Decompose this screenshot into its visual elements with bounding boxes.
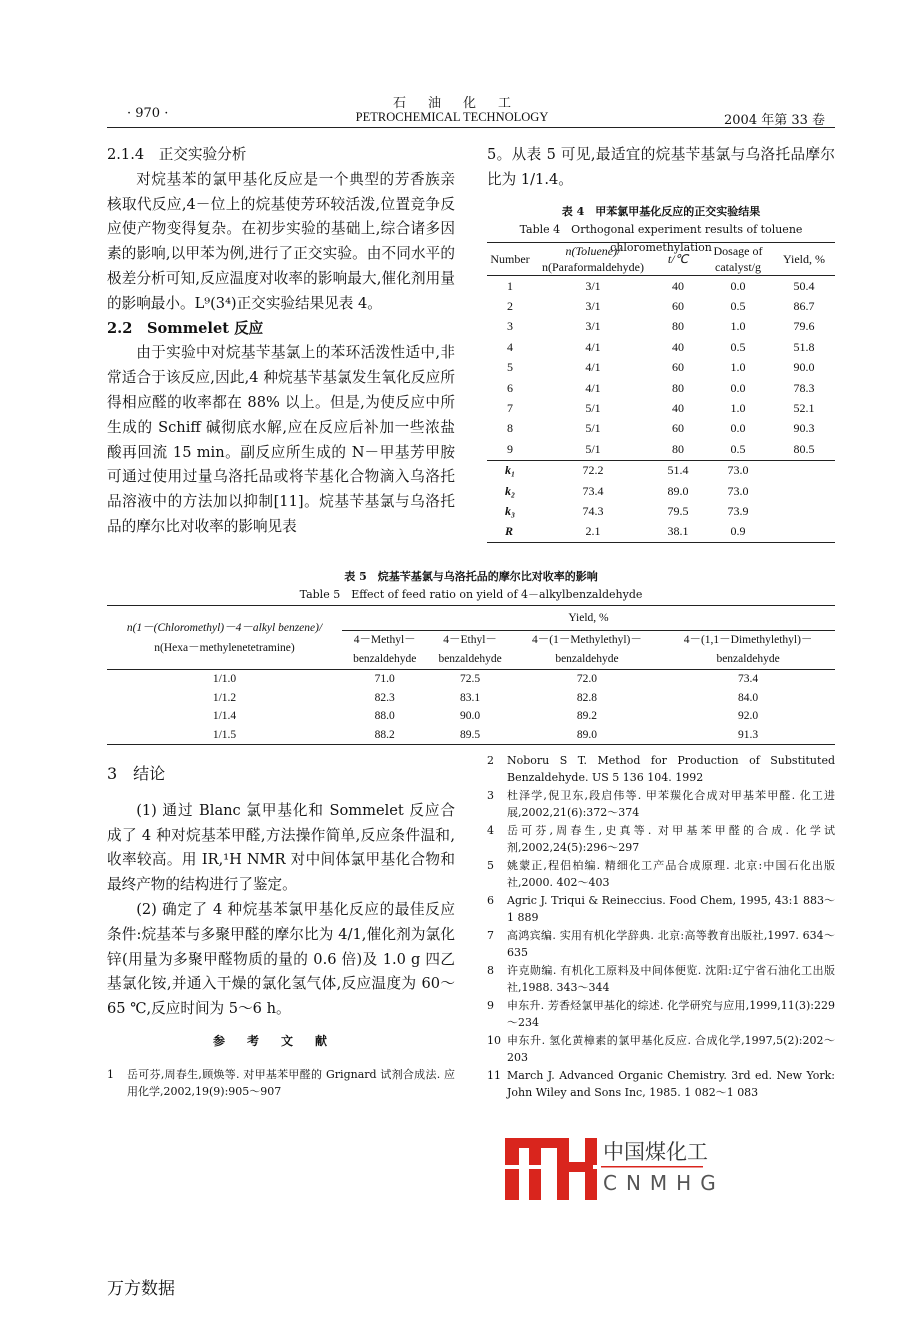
reference-number: 2 [487, 754, 494, 767]
table4-cell: 2 [507, 299, 513, 314]
table4-header-yield: Yield, % [783, 252, 825, 266]
table4-header-number: Number [490, 252, 530, 266]
table4-cell: 9 [507, 441, 513, 456]
table5-col-header [427, 631, 512, 670]
table4-stat-cell: 72.2 [533, 460, 653, 481]
table5-cell: 89.2 [576, 710, 597, 723]
table4-cell: 0.0 [730, 421, 746, 436]
table4-cell: 50.4 [793, 278, 815, 293]
table4-cell: 0.0 [730, 380, 746, 395]
table5-cell: 1/1.5 [212, 728, 237, 741]
references-right [487, 752, 835, 1102]
table5-body [107, 670, 835, 745]
table4-cell: 1.0 [730, 360, 746, 375]
reference-number: 9 [487, 999, 494, 1012]
table5-col-line2: benzaldehyde [716, 653, 780, 665]
table4-caption-cn: 表 4 甲苯氯甲基化反应的正交实验结果 [561, 205, 761, 218]
table4-stat-row [487, 501, 835, 521]
section-heading-2-1-4: 2.1.4 正交实验分析 [107, 146, 247, 163]
table4-cell: 40 [672, 278, 684, 293]
table4-cell: 4/1 [585, 360, 601, 375]
table4-cell: 1.0 [730, 319, 746, 334]
table5-cell: 71.0 [374, 673, 395, 686]
table4-body [487, 276, 835, 461]
reference-number: 11 [487, 1069, 501, 1082]
table5-row [107, 726, 835, 745]
table4-cell: 1.0 [730, 401, 746, 416]
watermark-wanfang: 万方数据 [107, 1279, 175, 1299]
table4-cell: 1 [507, 278, 513, 293]
right-column-top [487, 143, 835, 193]
table5-col-header [513, 631, 661, 670]
reference-number: 4 [487, 824, 494, 837]
reference-text: 姚蒙正,程侣柏编. 精细化工产品合成原理. 北京:中国石化出版社,2000. 402～403 [507, 859, 835, 889]
table5-col-header [661, 631, 835, 670]
table4 [487, 242, 835, 543]
table5-cell: 73.4 [738, 673, 759, 686]
table5-col-line2: benzaldehyde [555, 653, 619, 665]
volume-info: 2004 年第 33 卷 [724, 113, 826, 128]
table4-stat-cell: 73.0 [703, 460, 773, 481]
table4-cell: 90.0 [793, 360, 815, 375]
table4-caption-en: Table 4 Orthogonal experiment results of toluene chloromethylation [519, 223, 803, 254]
left-column-top [107, 143, 455, 540]
table4-cell: 5/1 [585, 401, 601, 416]
table5-row-header-line1: n(1－(Chloromethyl)－4－alkyl benzene)/ [126, 621, 323, 634]
table4-cell: 78.3 [793, 380, 815, 395]
reference-item [487, 787, 835, 821]
table5-row-header [107, 606, 342, 670]
reference-text: 申东升. 芳香烃氯甲基化的综述. 化学研究与应用,1999,11(3):229～234 [507, 999, 835, 1029]
conclusion-1: (1) 通过 Blanc 氯甲基化和 Sommelet 反应合成了 4 种对烷基苯甲醛,方法操作简单,反应条件温和,收率较高。用 IR,¹H NMR 对中间体氯甲基化合物和最终产物的结构进行了鉴定。 [107, 801, 455, 894]
reference-number: 1 [107, 1068, 114, 1081]
table4-header-ratio-line1: n(Toluene)/ [565, 244, 621, 258]
table4-cell: 80.5 [793, 441, 815, 456]
table4-cell: 60 [672, 360, 684, 375]
table5-caption [107, 568, 835, 604]
reference-text: March J. Advanced Organic Chemistry. 3rd ed. New York: John Wiley and Sons Inc, 1985. 1 082～1 083 [507, 1069, 835, 1099]
reference-item [487, 962, 835, 996]
table4-row [487, 439, 835, 460]
table4-stat-empty [773, 481, 835, 501]
paragraph-sommelet: 由于实验中对烷基苄基氯上的苯环活泼性适中,非常适合于该反应,因此,4 种烷基苄基氯发生氧化反应所得相应醛的收率都在 88% 以上。但是,为使反应中所生成的 Schiff 碱彻底水解,应在反应后补加一些浓盐酸再回流 15 min。副反应所生成的 N－甲基芳甲胺可通过使用过量乌洛托品或将苄基化合物滴入乌洛托品溶液中的方法加以抑制[11]。烷基苄基氯与乌洛托品的摩尔比对收率的影响见表 [107, 344, 455, 535]
reference-item [487, 892, 835, 926]
reference-text: 岳可芬,周春生,史真等. 对甲基苯甲醛的合成. 化学试剂,2002,24(5):296～297 [507, 824, 835, 854]
table4-cell: 80 [672, 380, 684, 395]
reference-item [487, 822, 835, 856]
reference-text: 许克勋编. 有机化工原料及中间体便览. 沈阳:辽宁省石油化工出版社,1988. 343～344 [507, 964, 835, 994]
table4-cell: 3/1 [585, 299, 601, 314]
logo-text-cn: 中国煤化工 [603, 1140, 708, 1164]
table5-row [107, 707, 835, 726]
reference-number: 6 [487, 894, 494, 907]
section-heading-2-2: 2.2 Sommelet 反应 [107, 319, 264, 337]
table4-stat-cell: 89.0 [667, 483, 689, 498]
table5-cell: 89.5 [460, 728, 481, 741]
table4-cell: 6 [507, 380, 513, 395]
table4-stat-empty [773, 522, 835, 543]
table4-stat-cell: 73.0 [727, 483, 749, 498]
table4-cell: 3/1 [585, 278, 601, 293]
table4-header-ratio [533, 243, 653, 276]
table5-cell: 83.1 [460, 691, 481, 704]
table4-cell: 52.1 [793, 401, 815, 416]
table4-cell: 3/1 [585, 319, 601, 334]
table4-header-ratio-line2: n(Paraformaldehyde) [542, 260, 644, 274]
table4-header-catalyst-line1: Dosage of [713, 244, 763, 258]
table4-header-temp: t/℃ [667, 252, 689, 266]
table4-stat-row [487, 460, 835, 481]
table4-cell: 51.8 [793, 339, 815, 354]
reference-item [107, 1066, 455, 1100]
table4-cell: 0.5 [730, 299, 746, 314]
table5-col-line1: 4－Methyl－ [353, 634, 416, 646]
paragraph-continuation: 5。从表 5 可见,最适宜的烷基苄基氯与乌洛托品摩尔比为 1/1.4。 [487, 146, 835, 188]
table4-stat-cell: 73.4 [582, 483, 604, 498]
conclusion-2: (2) 确定了 4 种烷基苯氯甲基化反应的最佳反应条件:烷基苯与多聚甲醛的摩尔比为 4/1,催化剂为氯化锌(用量为多聚甲醛物质的量的 0.6 倍)及 1.0 g 四乙基氯化铵,并通入干燥的氯化氢气体,反应温度为 60～65 ℃,反应时间为 5～6 h。 [107, 900, 455, 1018]
table5-row [107, 689, 835, 708]
table4-cell: 4/1 [585, 380, 601, 395]
table4-cell: 4 [507, 339, 513, 354]
table4-cell: 5/1 [585, 441, 601, 456]
reference-number: 8 [487, 964, 494, 977]
reference-item [487, 997, 835, 1031]
table4-row [487, 398, 835, 418]
reference-number: 5 [487, 859, 494, 872]
reference-text: 杜泽学,倪卫东,段启伟等. 甲苯羰化合成对甲基苯甲醛. 化工进展,2002,21(6):372～374 [507, 789, 835, 819]
table5-cell: 90.0 [460, 710, 481, 723]
table4-cell: 7 [507, 401, 513, 416]
reference-text: Noboru S T. Method for Production of Substituted Benzaldehyde. US 5 136 104. 1992 [507, 754, 835, 784]
table5-cell: 88.0 [374, 710, 395, 723]
references-left [107, 1066, 455, 1101]
table5-caption-cn: 表 5 烷基苄基氯与乌洛托品的摩尔比对收率的影响 [344, 570, 598, 583]
table4-cell: 5/1 [585, 421, 601, 436]
reference-number: 10 [487, 1034, 501, 1047]
table5-cell: 82.8 [576, 691, 597, 704]
table5-col-line1: 4－(1,1－Dimethylethyl)－ [683, 634, 813, 646]
table5-row [107, 670, 835, 689]
table4-cell: 40 [672, 339, 684, 354]
table5-cell: 91.3 [738, 728, 759, 741]
cnmhg-logo [505, 1138, 725, 1200]
table4-stat-cell: k₁ [487, 460, 533, 481]
table4-cell: 60 [672, 299, 684, 314]
table4-header-catalyst [703, 243, 773, 276]
table4-row [487, 296, 835, 316]
table5-cell: 1/1.4 [212, 710, 237, 723]
table4-cell: 3 [507, 319, 513, 334]
paragraph-orthogonal: 对烷基苯的氯甲基化反应是一个典型的芳香族亲核取代反应,4－位上的烷基使芳环较活泼,位置竞争反应使产物变得复杂。在初步实验的基础上,综合诸多因素的影响,以甲苯为例,进行了正交实验。由不同水平的极差分析可知,反应温度对收率的影响最大,催化剂用量的影响最小。L⁹(3⁴)正交实验结果见表 4。 [107, 170, 455, 312]
table4-cell: 80 [672, 441, 684, 456]
table4-cell: 5 [507, 360, 513, 375]
table5-caption-en: Table 5 Effect of feed ratio on yield of 4－alkylbenzaldehyde [299, 588, 643, 601]
table4-stat-cell: k₂ [505, 483, 516, 498]
table4-stat-cell: 38.1 [667, 524, 689, 539]
table4-cell: 60 [672, 421, 684, 436]
table4-cell: 80 [672, 319, 684, 334]
reference-text: Agric J. Triqui & Reineccius. Food Chem, 1995, 43:1 883～1 889 [507, 894, 835, 924]
table4-stat-empty [773, 501, 835, 521]
table4-cell: 40 [672, 401, 684, 416]
table5 [107, 605, 835, 745]
table4-stat-empty [773, 460, 835, 481]
table5-row-header-line2: n(Hexa－methylenetetramine) [154, 641, 295, 654]
table4-stat-cell: 2.1 [585, 524, 601, 539]
journal-title-cn: 石油化工 [392, 96, 533, 111]
page-number: · 970 · [127, 106, 169, 121]
reference-number: 7 [487, 929, 494, 942]
reference-item [487, 1032, 835, 1066]
reference-item [487, 752, 835, 786]
table4-cell: 4/1 [585, 339, 601, 354]
table5-yield-header: Yield, % [342, 606, 835, 631]
section-heading-3: 3 结论 [107, 764, 166, 783]
table4-stat-cell: 79.5 [667, 503, 689, 518]
table5-col-header [342, 631, 427, 670]
table4-stat-cell: 51.4 [653, 460, 703, 481]
table5-cell: 89.0 [576, 728, 597, 741]
table5-cell: 72.0 [576, 673, 597, 686]
table5-cell: 88.2 [374, 728, 395, 741]
table4-stat-cell: 0.9 [730, 524, 746, 539]
table4-stat-row [487, 481, 835, 501]
left-column-bottom [107, 762, 455, 1022]
table4-cell: 79.6 [793, 319, 815, 334]
table5-col-line1: 4－Ethyl－ [443, 634, 497, 646]
table4-cell: 90.3 [793, 421, 815, 436]
table5-cell: 1/1.0 [212, 673, 237, 686]
table5-cell: 82.3 [374, 691, 395, 704]
references-title: 参考文献 [212, 1034, 349, 1048]
reference-text: 申东升. 氢化黄樟素的氯甲基化反应. 合成化学,1997,5(2):202～203 [507, 1034, 835, 1064]
reference-item [487, 857, 835, 891]
table4-stat-cell: 73.9 [727, 503, 749, 518]
table4-stat-cell: R [505, 524, 514, 539]
header-rule [107, 127, 835, 128]
table4-row [487, 276, 835, 297]
table5-col-line1: 4－(1－Methylethyl)－ [532, 634, 642, 646]
journal-title-en: PETROCHEMICAL TECHNOLOGY [355, 110, 549, 124]
reference-item [487, 927, 835, 961]
table4-stat-cell: k₃ [505, 503, 516, 518]
table4-stat-row [487, 522, 835, 543]
reference-number: 3 [487, 789, 494, 802]
table4-cell: 0.5 [730, 441, 746, 456]
reference-item [487, 1067, 835, 1101]
table5-cell: 1/1.2 [212, 691, 237, 704]
table4-stats [487, 460, 835, 543]
table4-stat-cell: 74.3 [582, 503, 604, 518]
table5-cell: 84.0 [738, 691, 759, 704]
table4-header-catalyst-line2: catalyst/g [715, 260, 761, 274]
reference-text: 岳可芬,周春生,顾焕等. 对甲基苯甲醛的 Grignard 试剂合成法. 应用化学,2002,19(9):905～907 [127, 1068, 455, 1098]
table4-cell: 8 [507, 421, 513, 436]
table4-row [487, 419, 835, 439]
table4-cell: 0.0 [730, 278, 746, 293]
table5-col-line2: benzaldehyde [438, 653, 502, 665]
table4-cell: 86.7 [793, 299, 815, 314]
table4-cell: 0.5 [730, 339, 746, 354]
table4-row [487, 337, 835, 357]
table4-row [487, 358, 835, 378]
table5-cell: 92.0 [738, 710, 759, 723]
table4-row [487, 378, 835, 398]
table4-row [487, 317, 835, 337]
reference-text: 高鸿宾编. 实用有机化学辞典. 北京:高等教育出版社,1997. 634～635 [507, 929, 835, 959]
logo-text-en: CNMHG [603, 1171, 725, 1195]
table5-cell: 72.5 [460, 673, 481, 686]
table5-col-line2: benzaldehyde [353, 653, 417, 665]
